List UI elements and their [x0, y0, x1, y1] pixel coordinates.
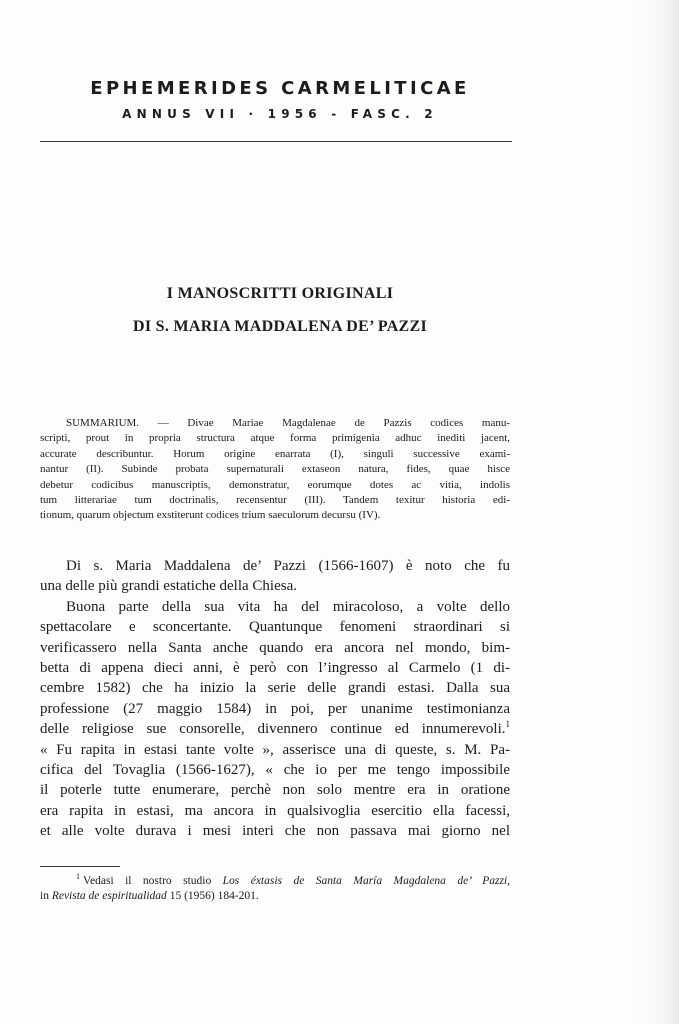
body-line: una delle più grandi estatiche della Chiesa.	[40, 578, 297, 595]
journal-title: EPHEMERIDES CARMELITICAE	[90, 78, 470, 99]
body-line: Buona parte della sua vita ha del miracoloso, a volte dello	[66, 598, 510, 615]
body-line: Di s. Maria Maddalena de’ Pazzi (1566-1607) è noto che fu	[66, 558, 510, 574]
body-line: betta di appena dieci anni, è però con l’ingresso al Carmelo (1 di-	[40, 659, 510, 676]
article-title-line-2: DI S. MARIA MADDALENA DE’ PAZZI	[132, 318, 428, 335]
journal-issue-line: ANNUS VII · 1956 - FASC. 2	[122, 107, 438, 121]
footnote-cited-title: Los éxtasis de Santa María Magdalena de’ Pazzi,	[222, 875, 510, 887]
footnote-text: Vedasi il nostro studio	[83, 875, 223, 887]
summary-line: SUMMARIUM. — Divae Mariae Magdalenae de Pazzis codices manu-	[66, 417, 510, 429]
summary-line: nantur (II). Subinde probata supernaturali extaseon natura, fides, quae hisce	[40, 463, 510, 476]
footnotes	[40, 874, 510, 904]
body-line-with-note	[40, 719, 510, 739]
body-line: professione (27 maggio 1584) in poi, per unanime testimonianza	[40, 700, 510, 717]
summary-line: debetur codicibus manuscriptis, demonstratur, eorumque dotes ac vitia, indolis	[40, 478, 510, 491]
header-divider	[40, 141, 512, 142]
body-line: spettacolare e sconcertante. Quantunque fenomeni straordinari si	[40, 619, 510, 636]
footnote-line	[40, 889, 510, 904]
body-line: il poterle tutte enumerare, perchè non solo mentre era in oratione	[40, 782, 510, 799]
summary-line: tum litterariae tum doctrinalis, recensentur (III). Tandem texitur historia edi-	[40, 493, 510, 506]
body-line: et alle volte durava i mesi interi che non passava mai giorno nel	[40, 823, 510, 840]
footnote-number: 1	[76, 872, 80, 882]
body-line: cifica del Tovaglia (1566-1627), « che io per me tengo impossibile	[40, 761, 510, 778]
body-line: « Fu rapita in estasi tante volte », asserisce una di queste, s. M. Pa-	[40, 741, 510, 758]
summary-line: accurate describuntur. Horum origine enarrata (I), singuli successive exami-	[40, 447, 510, 460]
footnote-text: in	[40, 890, 52, 902]
summary-line: scripti, prout in propria structura atque forma primigenia adhuc inediti jacent,	[40, 432, 510, 445]
article-title-line-1: I MANOSCRITTI ORIGINALI	[166, 285, 394, 302]
footnote-line	[40, 874, 510, 889]
page-edge-shadow	[635, 0, 679, 1024]
body-line-text: delle religiose sue consorelle, divennero continue ed innumerevoli.	[40, 721, 506, 738]
footnote-journal-name: Revista de espiritualidad	[51, 890, 167, 902]
footnote-reference[interactable]: 1	[505, 719, 510, 730]
body-text	[40, 556, 510, 841]
body-line: verificassero nella Santa anche quando era ancora nel mondo, bim-	[40, 639, 510, 656]
footnote-citation: 15 (1956) 184-201.	[166, 890, 259, 902]
summary-abstract	[40, 416, 510, 524]
body-line: cembre 1582) che ha inizio la serie delle grandi estasi. Dalla sua	[40, 680, 510, 697]
body-line: era rapita in estasi, ma ancora in qualsivoglia esercitio ella facessi,	[40, 802, 510, 819]
summary-line: tionum, quarum objectum exstiterunt codices trium saeculorum decursu (IV).	[40, 509, 381, 522]
footnote-divider	[40, 866, 120, 867]
